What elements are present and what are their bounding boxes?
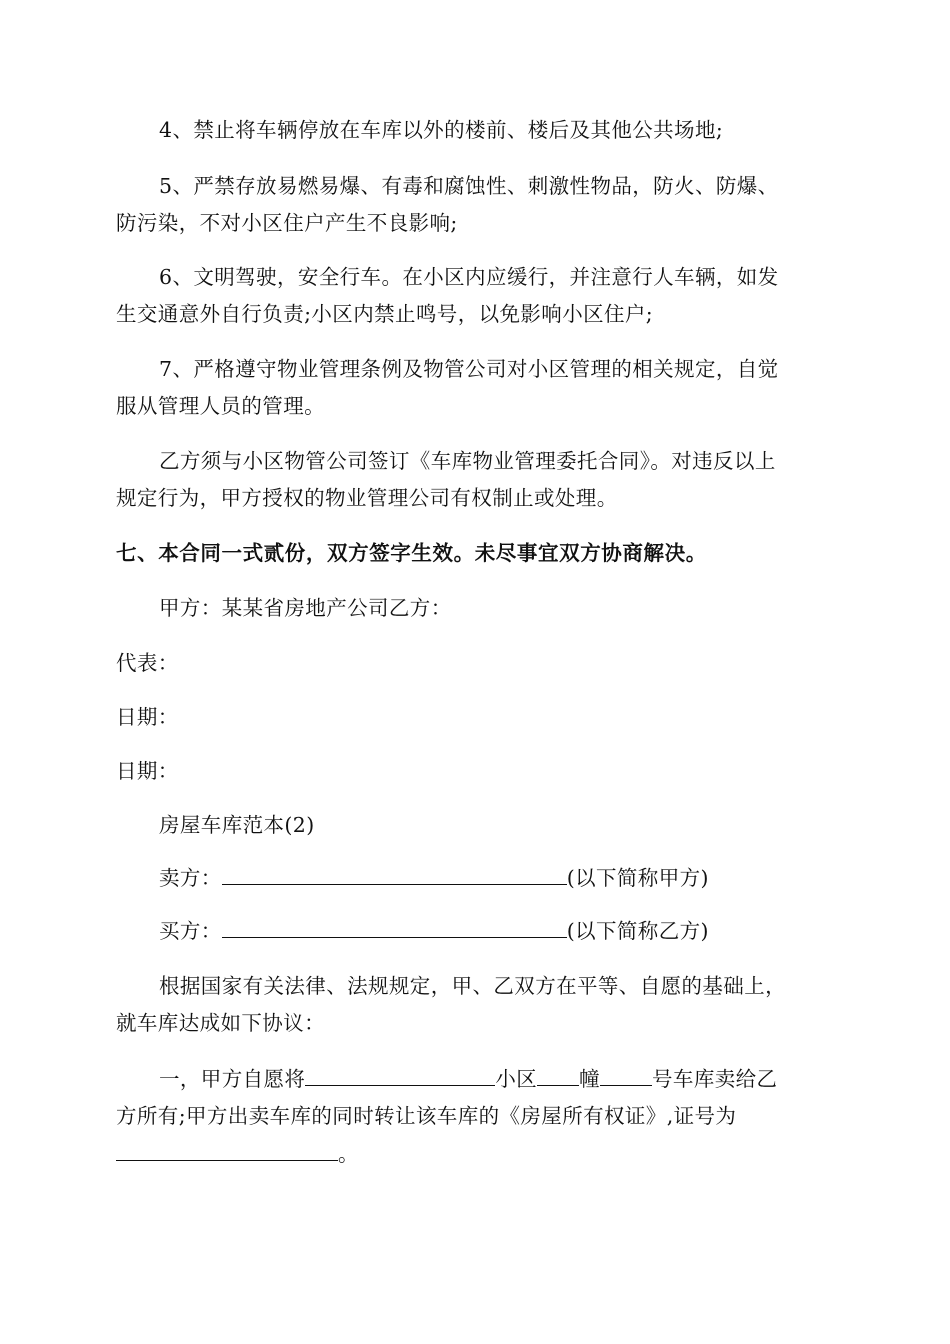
clause-item-5-line1: 5、严禁存放易燃易爆、有毒和腐蚀性、刺激性物品，防火、防爆、 [159,174,779,198]
clause-1-line2: 方所有;甲方出卖车库的同时转让该车库的《房屋所有权证》,证号为 [116,1104,737,1128]
buyer-label: 买方： [159,919,222,943]
clause-item-7-line1: 7、严格遵守物业管理条例及物管公司对小区管理的相关规定，自觉 [159,357,779,381]
building-blank [537,1067,579,1086]
buyer-name-blank [222,919,567,938]
section-7-heading: 七、本合同一式贰份，双方签字生效。未尽事宜双方协商解决。 [116,541,707,565]
clause-1-text-c: 幢 [579,1067,601,1091]
seller-row [159,866,709,890]
clause-1-text-b: 小区 [495,1067,538,1091]
community-blank [305,1067,495,1086]
basis-line2: 就车库达成如下协议： [116,1011,325,1035]
clause-1-line3 [116,1142,359,1166]
clause-1-text-d: 号车库卖给乙 [652,1067,778,1091]
party-b-obligation-line2: 规定行为，甲方授权的物业管理公司有权制止或处理。 [116,486,618,510]
clause-item-6-line1: 6、文明驾驶，安全行车。在小区内应缓行，并注意行人车辆，如发 [159,265,779,289]
clause-item-7-line2: 服从管理人员的管理。 [116,394,325,418]
garage-number-blank [600,1067,652,1086]
clause-item-4: 4、禁止将车辆停放在车库以外的楼前、楼后及其他公共场地; [159,118,724,142]
representative-label: 代表： [116,651,179,675]
template-title: 房屋车库范本(2) [159,813,315,837]
buyer-suffix: (以下简称乙方) [566,919,709,943]
clause-1-text-a: 一，甲方自愿将 [159,1067,306,1091]
date-label-1: 日期： [116,705,179,729]
buyer-row [159,919,709,943]
certificate-number-blank [116,1142,338,1161]
seller-name-blank [222,866,567,885]
clause-item-5-line2: 防污染，不对小区住户产生不良影响; [116,211,458,235]
seller-label: 卖方： [159,866,222,890]
basis-line1: 根据国家有关法律、法规规定，甲、乙双方在平等、自愿的基础上， [159,974,786,998]
clause-1-line1 [159,1067,777,1091]
clause-1-period: 。 [338,1142,359,1166]
party-b-obligation-line1: 乙方须与小区物管公司签订《车库物业管理委托合同》。对违反以上 [159,449,776,473]
seller-suffix: (以下简称甲方) [566,866,709,890]
date-label-2: 日期： [116,759,179,783]
signature-parties: 甲方：某某省房地产公司乙方： [159,596,452,620]
clause-item-6-line2: 生交通意外自行负责;小区内禁止鸣号，以免影响小区住户; [116,302,654,326]
